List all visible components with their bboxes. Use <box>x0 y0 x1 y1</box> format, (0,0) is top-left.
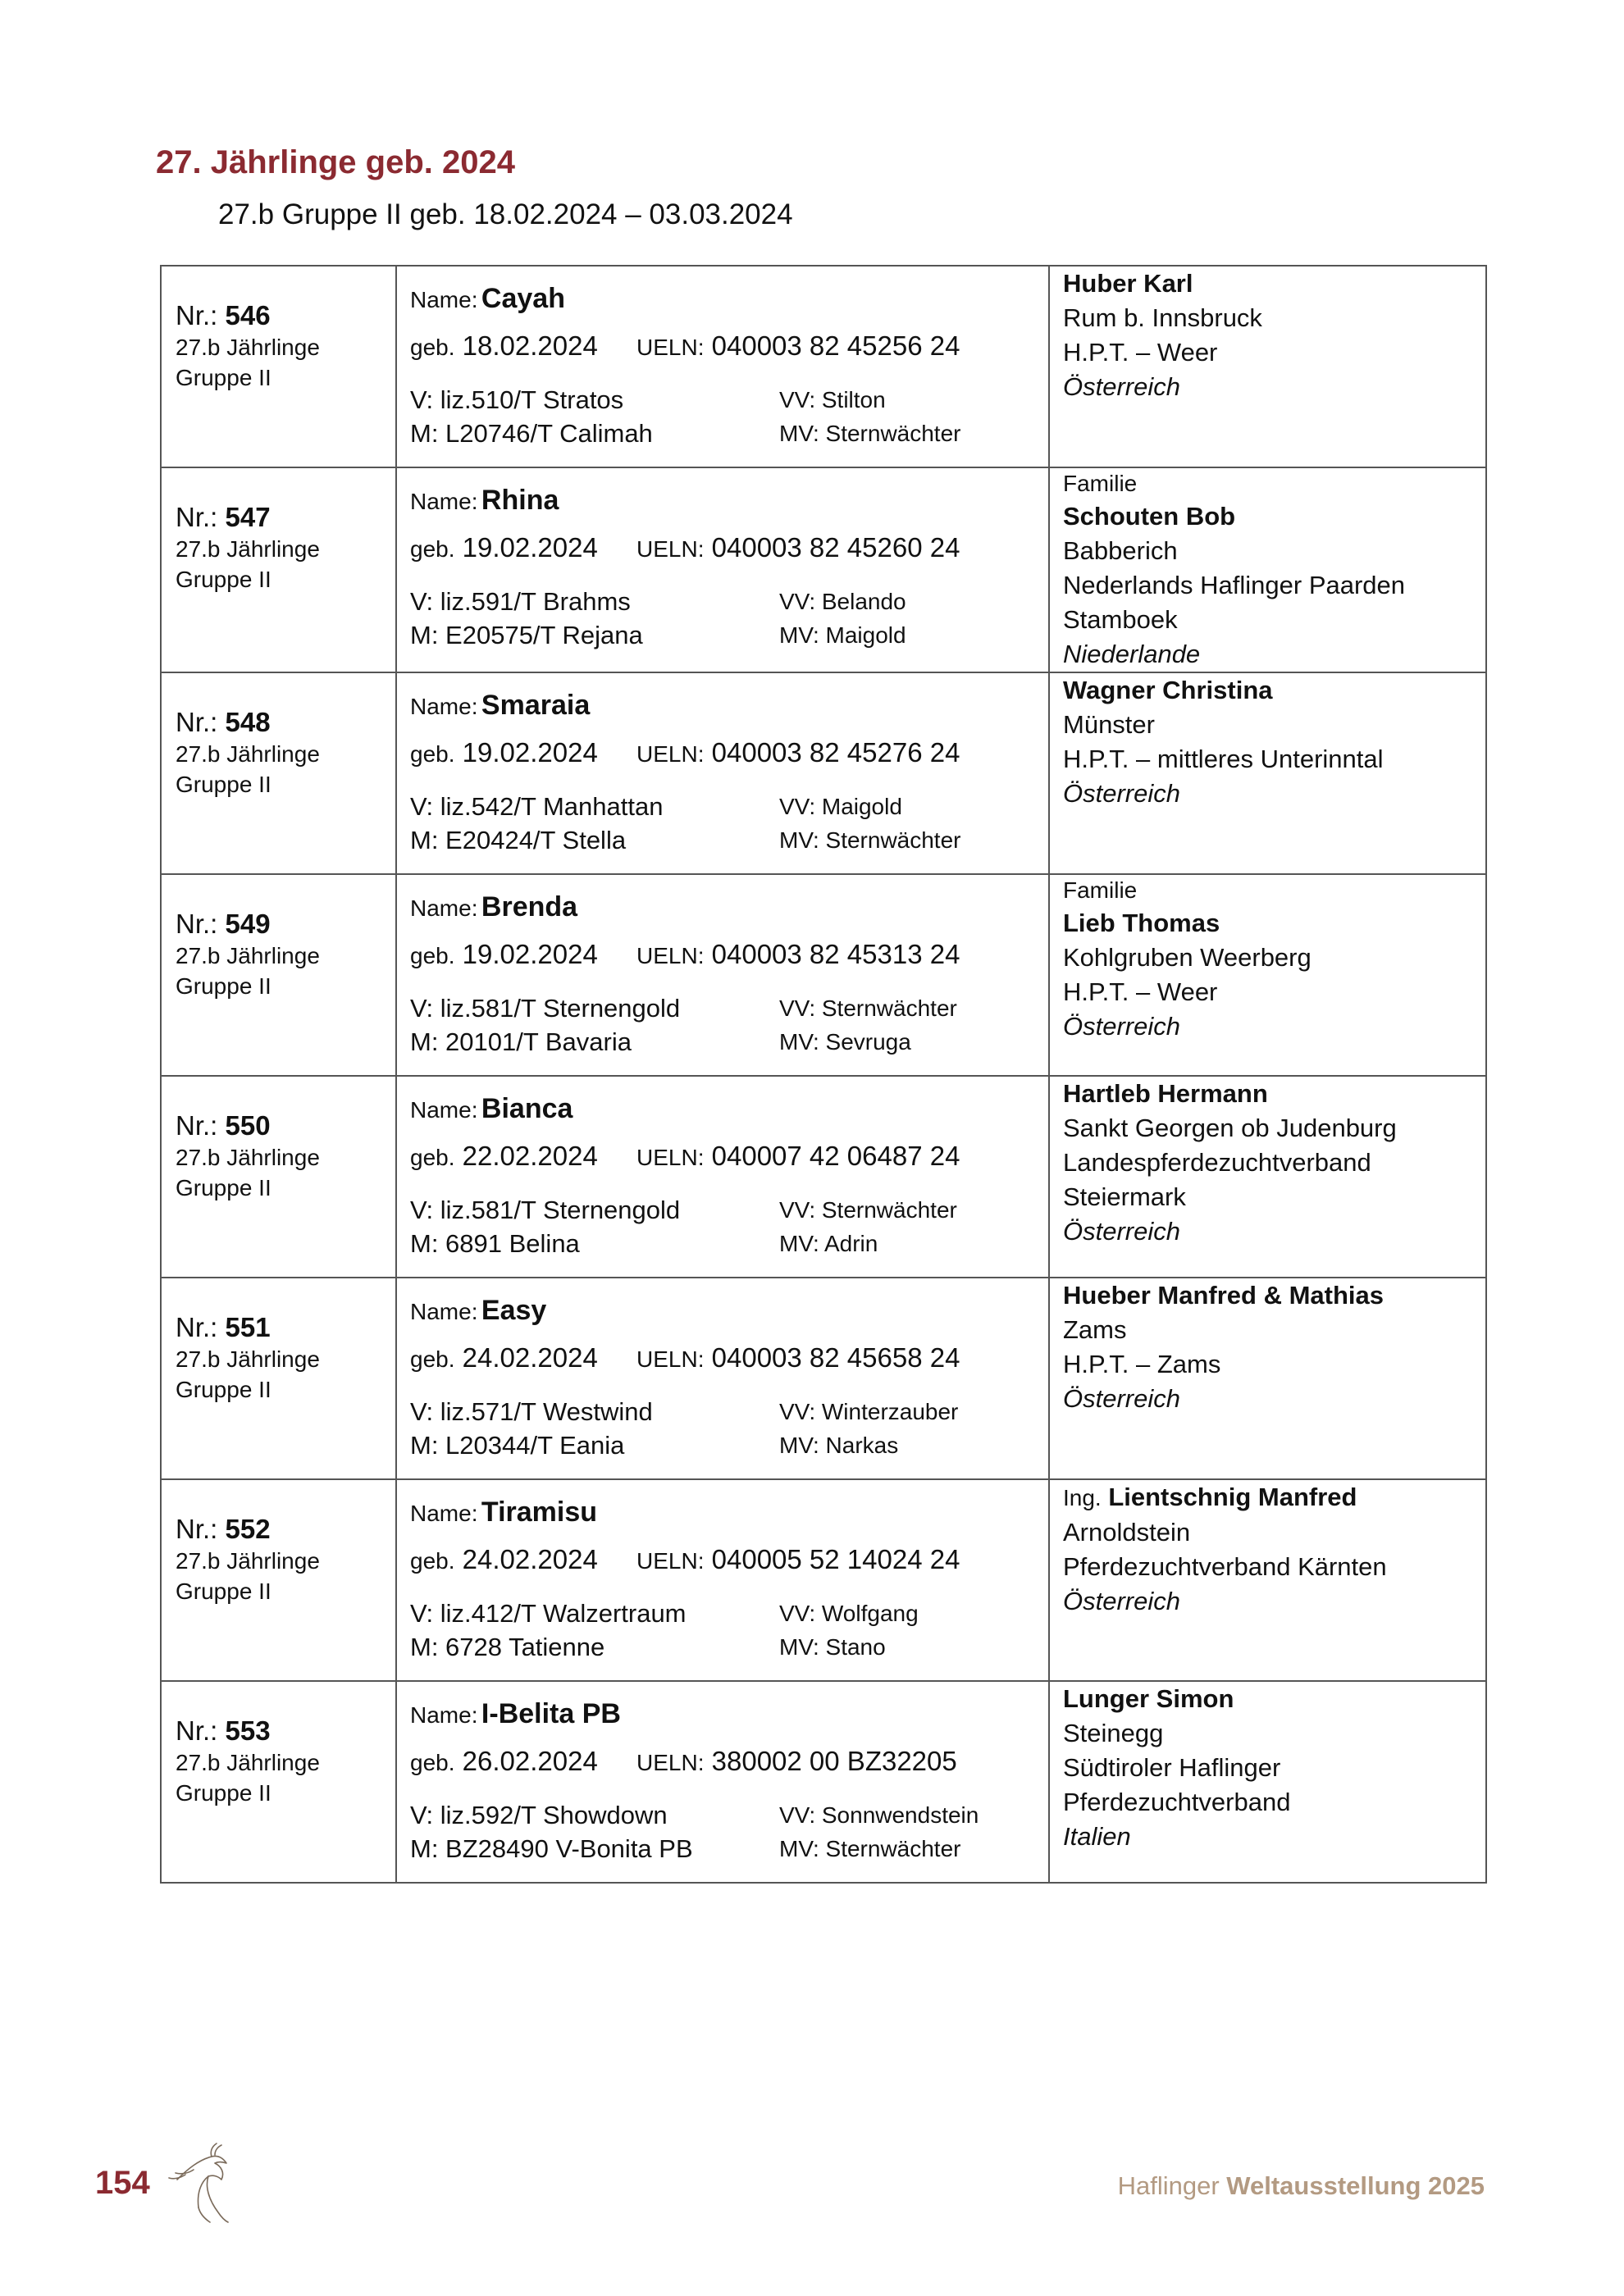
class-label: 27.b Jährlinge <box>176 943 320 968</box>
catalog-row <box>161 672 1486 874</box>
geb-label: geb. <box>410 1145 455 1170</box>
owner-name: Hueber Manfred & Mathias <box>1063 1281 1385 1310</box>
owner-block <box>1063 468 1485 672</box>
name-label: Name: <box>410 287 478 312</box>
birth-line <box>410 929 1048 980</box>
horse-name: Easy <box>481 1295 547 1326</box>
owner-name-line <box>1063 1278 1485 1313</box>
dam: M: E20575/T Rejana <box>410 621 643 649</box>
owner-prefix: Familie <box>1063 471 1138 496</box>
horse-name-line <box>410 885 1048 929</box>
horse-info-cell <box>396 1681 1049 1883</box>
owner-name: Lunger Simon <box>1063 1684 1234 1713</box>
birth-line <box>410 1332 1048 1383</box>
group-label: Gruppe II <box>176 1175 271 1200</box>
catalog-number <box>176 1513 395 1546</box>
name-label: Name: <box>410 1702 478 1728</box>
owner-address-line: Pferdezuchtverband Kärnten <box>1063 1552 1387 1581</box>
ueln-value: 040003 82 45260 24 <box>711 532 960 563</box>
owner-name-line <box>1063 673 1485 708</box>
ueln-value: 380002 00 BZ32205 <box>711 1746 957 1776</box>
class-label: 27.b Jährlinge <box>176 1346 320 1372</box>
geb-label: geb. <box>410 1750 455 1775</box>
sire-of-sire: VV: Wolfgang <box>779 1601 919 1626</box>
owner-country: Österreich <box>1063 1217 1180 1246</box>
catalog-row <box>161 266 1486 467</box>
section-subtitle: 27.b Gruppe II geb. 18.02.2024 – 03.03.2024 <box>218 198 793 230</box>
dam: M: BZ28490 V-Bonita PB <box>410 1834 693 1863</box>
geb-label: geb. <box>410 536 455 562</box>
owner-address-line: Kohlgruben Weerberg <box>1063 943 1312 972</box>
sire-of-dam: MV: Maigold <box>779 622 906 648</box>
horse-name: Rhina <box>481 485 559 516</box>
sire-of-sire: VV: Winterzauber <box>779 1399 959 1424</box>
horse-name-line <box>410 1086 1048 1131</box>
dam: M: L20344/T Eania <box>410 1431 625 1460</box>
ueln-label: UELN: <box>636 536 705 562</box>
owner-address-line: H.P.T. – Weer <box>1063 338 1218 367</box>
name-label: Name: <box>410 694 478 719</box>
owner-address-line: Südtiroler Haflinger <box>1063 1753 1281 1782</box>
birth-line <box>410 1534 1048 1585</box>
footer-brand-bold: Weltausstellung 2025 <box>1226 2171 1485 2200</box>
nr-value: 551 <box>225 1312 271 1342</box>
horse-info-cell <box>396 1479 1049 1681</box>
owner-block <box>1063 1077 1485 1249</box>
catalog-table <box>160 265 1487 1884</box>
nr-value: 546 <box>225 300 271 330</box>
horse-name-line <box>410 1288 1048 1332</box>
owner-cell <box>1049 1278 1486 1479</box>
owner-address-line: H.P.T. – mittleres Unterinntal <box>1063 745 1384 773</box>
owner-address-line: Steiermark <box>1063 1182 1186 1211</box>
sire: V: liz.571/T Westwind <box>410 1397 653 1426</box>
owner-address-line: Zams <box>1063 1315 1127 1344</box>
sire: V: liz.510/T Stratos <box>410 385 624 414</box>
owner-block <box>1063 1682 1485 1854</box>
owner-cell <box>1049 467 1486 672</box>
owner-block <box>1063 1278 1485 1416</box>
horse-name: Cayah <box>481 283 565 314</box>
sire: V: liz.592/T Showdown <box>410 1801 668 1829</box>
pedigree <box>410 383 1048 450</box>
nr-label: Nr.: <box>176 300 218 330</box>
catalog-number-cell <box>161 1076 396 1278</box>
sire-of-dam: MV: Adrin <box>779 1231 878 1256</box>
owner-country: Österreich <box>1063 1587 1180 1615</box>
catalog-number-cell <box>161 672 396 874</box>
dam: M: 6728 Tatienne <box>410 1633 605 1661</box>
owner-address-line: Rum b. Innsbruck <box>1063 303 1262 332</box>
footer-brand-light: Haflinger <box>1117 2171 1220 2200</box>
owner-cell <box>1049 266 1486 467</box>
owner-name: Hartleb Hermann <box>1063 1079 1268 1108</box>
catalog-number-cell <box>161 1681 396 1883</box>
catalog-row <box>161 1076 1486 1278</box>
class-label: 27.b Jährlinge <box>176 335 320 360</box>
owner-country: Österreich <box>1063 372 1180 401</box>
owner-address-line: Sankt Georgen ob Judenburg <box>1063 1114 1397 1142</box>
name-label: Name: <box>410 895 478 921</box>
geb-label: geb. <box>410 1346 455 1372</box>
owner-name-line <box>1063 1682 1485 1716</box>
birth-line <box>410 1131 1048 1182</box>
pedigree <box>410 1193 1048 1260</box>
sire: V: liz.542/T Manhattan <box>410 792 664 821</box>
sire-of-dam: MV: Sternwächter <box>779 1836 961 1861</box>
owner-cell <box>1049 1681 1486 1883</box>
sire-of-dam: MV: Stano <box>779 1634 886 1660</box>
owner-name-line <box>1063 1077 1485 1111</box>
birth-date: 22.02.2024 <box>462 1141 598 1171</box>
group-label: Gruppe II <box>176 365 271 390</box>
page-number: 154 <box>95 2165 150 2201</box>
owner-block <box>1063 875 1485 1044</box>
ueln-label: UELN: <box>636 943 705 968</box>
catalog-number <box>176 1311 395 1344</box>
horse-info-cell <box>396 874 1049 1076</box>
horse-name: Bianca <box>481 1093 573 1124</box>
footer-brand <box>1118 2171 1485 2201</box>
owner-cell <box>1049 1479 1486 1681</box>
nr-label: Nr.: <box>176 1514 218 1544</box>
owner-name: Huber Karl <box>1063 269 1193 298</box>
birth-date: 18.02.2024 <box>462 330 598 361</box>
owner-address-line: Steinegg <box>1063 1719 1164 1747</box>
pedigree <box>410 790 1048 857</box>
catalog-row <box>161 1681 1486 1883</box>
sire-of-sire: VV: Sternwächter <box>779 995 957 1021</box>
sire-of-dam: MV: Narkas <box>779 1433 899 1458</box>
pedigree <box>410 1597 1048 1664</box>
horse-name-line <box>410 478 1048 522</box>
group-label: Gruppe II <box>176 567 271 592</box>
owner-name: Schouten Bob <box>1063 502 1236 531</box>
birth-date: 19.02.2024 <box>462 532 598 563</box>
horse-info-cell <box>396 1076 1049 1278</box>
catalog-number-cell <box>161 1479 396 1681</box>
name-label: Name: <box>410 1501 478 1526</box>
owner-address-line: Arnoldstein <box>1063 1518 1191 1547</box>
nr-label: Nr.: <box>176 502 218 532</box>
owner-name-line <box>1063 266 1485 301</box>
owner-cell <box>1049 1076 1486 1278</box>
horse-info-cell <box>396 1278 1049 1479</box>
catalog-number-cell <box>161 266 396 467</box>
pedigree <box>410 585 1048 652</box>
catalog-number <box>176 501 395 534</box>
catalog-number <box>176 299 395 332</box>
nr-label: Nr.: <box>176 1312 218 1342</box>
catalog-body <box>161 266 1486 1883</box>
birth-date: 19.02.2024 <box>462 737 598 768</box>
owner-address-line: Babberich <box>1063 536 1178 565</box>
catalog-number-cell <box>161 467 396 672</box>
nr-value: 549 <box>225 909 271 939</box>
horse-name-line <box>410 683 1048 727</box>
horse-name-line <box>410 1692 1048 1736</box>
catalog-row <box>161 467 1486 672</box>
sire-of-dam: MV: Sevruga <box>779 1029 911 1055</box>
owner-block <box>1063 673 1485 811</box>
catalog-number <box>176 1109 395 1142</box>
owner-prefix: Familie <box>1063 877 1138 903</box>
dam: M: 20101/T Bavaria <box>410 1027 632 1056</box>
ueln-value: 040003 82 45256 24 <box>711 330 960 361</box>
class-label: 27.b Jährlinge <box>176 1145 320 1170</box>
owner-country: Österreich <box>1063 1384 1180 1413</box>
horse-name: I-Belita PB <box>481 1698 621 1729</box>
horse-name-line <box>410 1490 1048 1534</box>
name-label: Name: <box>410 1097 478 1123</box>
owner-name: Wagner Christina <box>1063 676 1273 704</box>
pedigree <box>410 1395 1048 1462</box>
owner-address-line: H.P.T. – Zams <box>1063 1350 1221 1378</box>
horse-name: Brenda <box>481 891 578 922</box>
nr-value: 548 <box>225 707 271 737</box>
ueln-label: UELN: <box>636 1548 705 1574</box>
owner-address-line: Münster <box>1063 710 1155 739</box>
nr-value: 550 <box>225 1110 271 1141</box>
ueln-label: UELN: <box>636 1346 705 1372</box>
owner-address-line: H.P.T. – Weer <box>1063 977 1218 1006</box>
owner-country: Italien <box>1063 1822 1131 1851</box>
birth-line <box>410 321 1048 371</box>
birth-line <box>410 1736 1048 1787</box>
catalog-row <box>161 874 1486 1076</box>
ueln-value: 040003 82 45313 24 <box>711 939 960 969</box>
ueln-value: 040005 52 14024 24 <box>711 1544 960 1574</box>
nr-label: Nr.: <box>176 909 218 939</box>
birth-date: 24.02.2024 <box>462 1342 598 1373</box>
birth-date: 19.02.2024 <box>462 939 598 969</box>
group-label: Gruppe II <box>176 1780 271 1806</box>
group-label: Gruppe II <box>176 973 271 999</box>
birth-date: 24.02.2024 <box>462 1544 598 1574</box>
class-label: 27.b Jährlinge <box>176 1750 320 1775</box>
horse-info-cell <box>396 672 1049 874</box>
geb-label: geb. <box>410 943 455 968</box>
sire: V: liz.591/T Brahms <box>410 587 631 616</box>
owner-country: Österreich <box>1063 779 1180 808</box>
section-title: 27. Jährlinge geb. 2024 <box>156 144 515 180</box>
group-label: Gruppe II <box>176 772 271 797</box>
pedigree <box>410 1798 1048 1866</box>
horse-name: Smaraia <box>481 690 591 721</box>
geb-label: geb. <box>410 335 455 360</box>
nr-label: Nr.: <box>176 1110 218 1141</box>
catalog-number-cell <box>161 874 396 1076</box>
catalog-number <box>176 1715 395 1747</box>
ueln-label: UELN: <box>636 335 705 360</box>
catalog-row <box>161 1278 1486 1479</box>
sire-of-sire: VV: Maigold <box>779 794 902 819</box>
geb-label: geb. <box>410 741 455 767</box>
dam: M: L20746/T Calimah <box>410 419 653 448</box>
sire-of-sire: VV: Sternwächter <box>779 1197 957 1223</box>
owner-address-line: Nederlands Haflinger Paarden <box>1063 571 1406 599</box>
ueln-value: 040003 82 45276 24 <box>711 737 960 768</box>
birth-date: 26.02.2024 <box>462 1746 598 1776</box>
group-label: Gruppe II <box>176 1377 271 1402</box>
nr-value: 553 <box>225 1715 271 1746</box>
geb-label: geb. <box>410 1548 455 1574</box>
owner-country: Österreich <box>1063 1012 1180 1041</box>
owner-block <box>1063 266 1485 404</box>
sire: V: liz.412/T Walzertraum <box>410 1599 687 1628</box>
horse-name: Tiramisu <box>481 1496 598 1528</box>
sire: V: liz.581/T Sternengold <box>410 994 681 1023</box>
owner-name: Lieb Thomas <box>1063 909 1220 937</box>
name-label: Name: <box>410 1299 478 1324</box>
class-label: 27.b Jährlinge <box>176 536 320 562</box>
class-label: 27.b Jährlinge <box>176 1548 320 1574</box>
owner-prefix: Ing. <box>1063 1485 1102 1510</box>
pedigree <box>410 991 1048 1059</box>
dam: M: E20424/T Stella <box>410 826 627 854</box>
nr-value: 552 <box>225 1514 271 1544</box>
owner-cell <box>1049 672 1486 874</box>
group-label: Gruppe II <box>176 1578 271 1604</box>
ueln-label: UELN: <box>636 1145 705 1170</box>
name-label: Name: <box>410 489 478 514</box>
owner-address-line: Pferdezuchtverband <box>1063 1788 1291 1816</box>
owner-name-line <box>1063 1480 1485 1515</box>
class-label: 27.b Jährlinge <box>176 741 320 767</box>
sire-of-sire: VV: Belando <box>779 589 906 614</box>
nr-label: Nr.: <box>176 1715 218 1746</box>
catalog-number-cell <box>161 1278 396 1479</box>
birth-line <box>410 727 1048 778</box>
sire-of-dam: MV: Sternwächter <box>779 827 961 853</box>
catalog-row <box>161 1479 1486 1681</box>
nr-value: 547 <box>225 502 271 532</box>
horse-logo-icon <box>161 2137 235 2227</box>
ueln-value: 040003 82 45658 24 <box>711 1342 960 1373</box>
owner-country: Niederlande <box>1063 640 1201 668</box>
dam: M: 6891 Belina <box>410 1229 580 1258</box>
owner-cell <box>1049 874 1486 1076</box>
catalog-number <box>176 908 395 941</box>
owner-address-line: Stamboek <box>1063 605 1178 634</box>
sire: V: liz.581/T Sternengold <box>410 1196 681 1224</box>
horse-info-cell <box>396 266 1049 467</box>
ueln-value: 040007 42 06487 24 <box>711 1141 960 1171</box>
sire-of-sire: VV: Sonnwendstein <box>779 1802 979 1828</box>
sire-of-dam: MV: Sternwächter <box>779 421 961 446</box>
owner-block <box>1063 1480 1485 1619</box>
catalog-number <box>176 706 395 739</box>
nr-label: Nr.: <box>176 707 218 737</box>
horse-info-cell <box>396 467 1049 672</box>
birth-line <box>410 522 1048 573</box>
owner-address-line: Landespferdezuchtverband <box>1063 1148 1371 1177</box>
horse-name-line <box>410 276 1048 321</box>
ueln-label: UELN: <box>636 741 705 767</box>
ueln-label: UELN: <box>636 1750 705 1775</box>
owner-name: Lientschnig Manfred <box>1108 1483 1357 1511</box>
sire-of-sire: VV: Stilton <box>779 387 886 412</box>
